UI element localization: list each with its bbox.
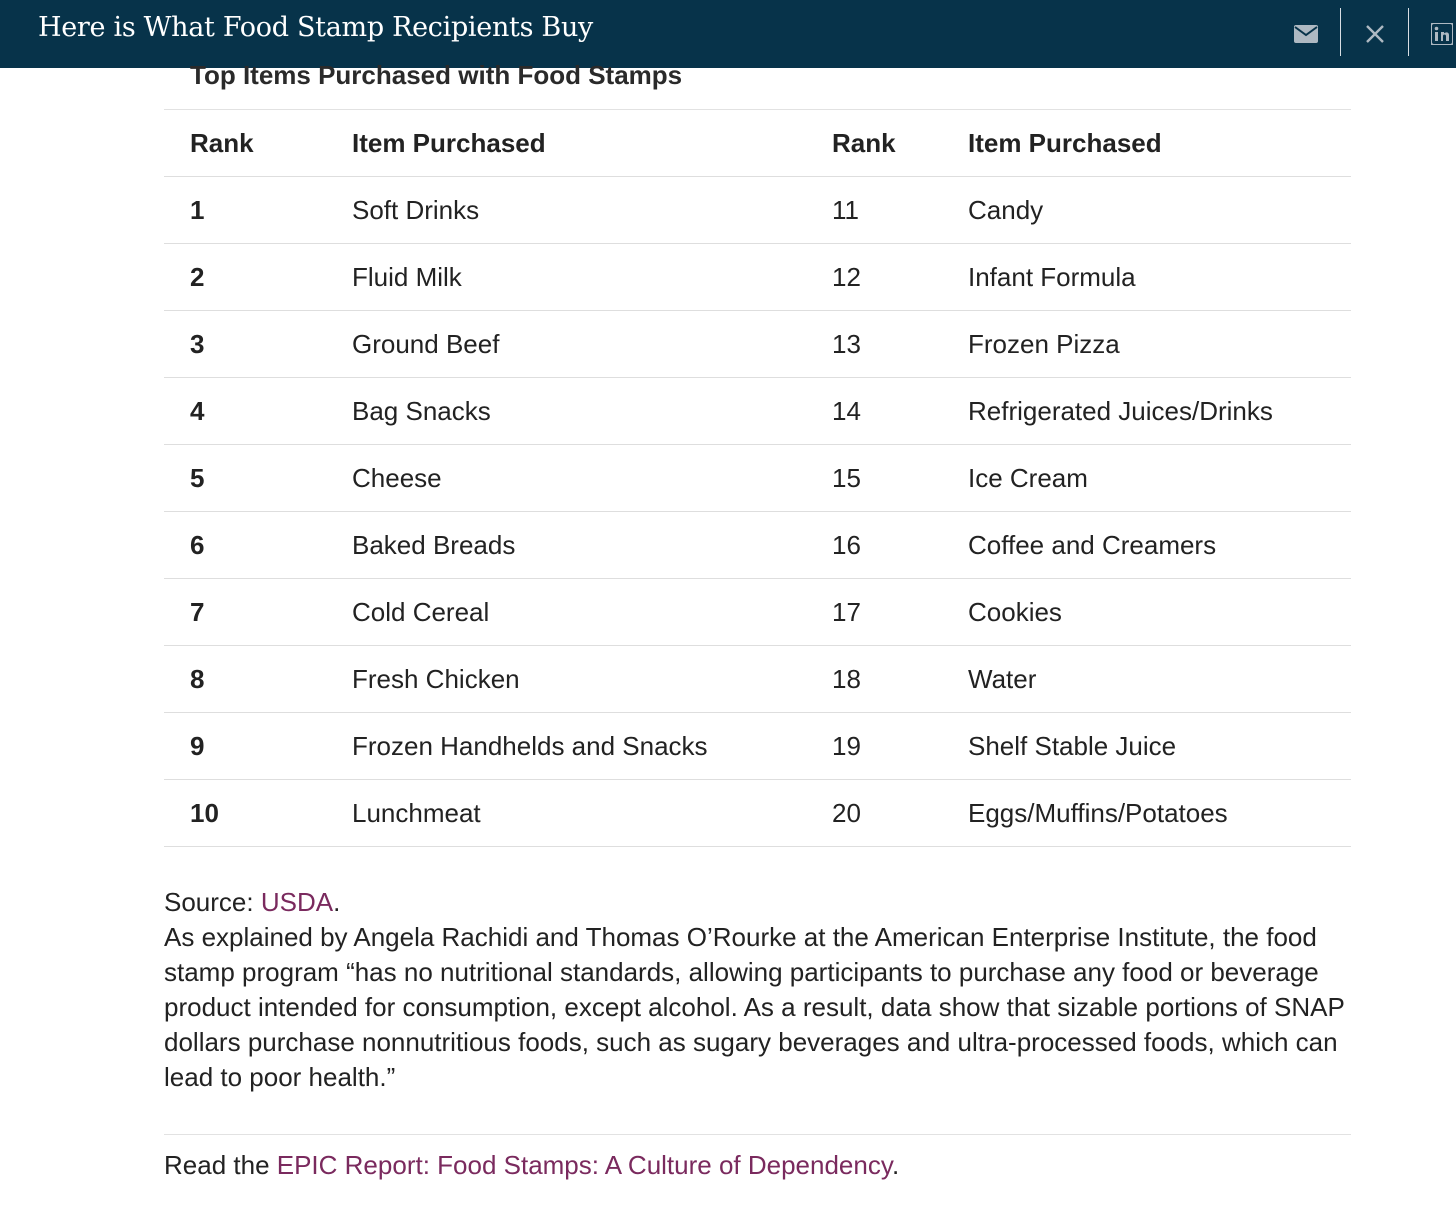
rank-cell: 8 [164,646,352,713]
rank-cell: 15 [832,445,968,512]
item-cell: Frozen Handhelds and Snacks [352,713,832,780]
item-cell: Water [968,646,1351,713]
top-bar [0,0,1456,68]
rank-cell: 7 [164,579,352,646]
rank-cell: 3 [164,311,352,378]
table-row [164,244,1351,311]
table-row [164,378,1351,445]
read-more-suffix: . [891,1150,900,1180]
usda-link[interactable]: USDA [260,887,334,917]
rank-cell: 18 [832,646,968,713]
mail-icon [1294,25,1318,43]
purchases-table [164,110,1351,847]
item-cell: Refrigerated Juices/Drinks [968,378,1351,445]
item-cell: Ice Cream [968,445,1351,512]
table-header-row [164,110,1351,177]
table-row [164,512,1351,579]
item-cell: Cheese [352,445,832,512]
item-cell: Frozen Pizza [968,311,1351,378]
table-row [164,177,1351,244]
rank-cell: 17 [832,579,968,646]
rank-cell: 10 [164,780,352,847]
rank-cell: 12 [832,244,968,311]
rank-cell: 6 [164,512,352,579]
rank-cell: 9 [164,713,352,780]
share-divider [1408,8,1409,56]
rank-cell: 5 [164,445,352,512]
rank-cell: 13 [832,311,968,378]
table-row [164,646,1351,713]
item-cell: Shelf Stable Juice [968,713,1351,780]
linkedin-icon [1431,23,1453,45]
item-cell: Eggs/Muffins/Potatoes [968,780,1351,847]
source-suffix: . [333,887,341,917]
item-cell: Cold Cereal [352,579,832,646]
epic-report-link[interactable]: EPIC Report: Food Stamps: A Culture of Dependency [276,1150,892,1180]
rank-cell: 11 [832,177,968,244]
item-cell: Candy [968,177,1351,244]
item-cell: Lunchmeat [352,780,832,847]
item-cell: Fresh Chicken [352,646,832,713]
share-divider [1340,8,1341,56]
item-cell: Bag Snacks [352,378,832,445]
rank-cell: 16 [832,512,968,579]
linkedin-share-button[interactable] [1428,0,1456,68]
table-row [164,579,1351,646]
item-cell: Soft Drinks [352,177,832,244]
header-item: Item Purchased [968,110,1351,177]
table-caption: Top Items Purchased with Food Stamps [190,60,683,90]
item-cell: Infant Formula [968,244,1351,311]
header-rank: Rank [832,110,968,177]
item-cell: Ground Beef [352,311,832,378]
mail-share-button[interactable] [1286,0,1326,68]
rank-cell: 20 [832,780,968,847]
table-row [164,780,1351,847]
rank-cell: 4 [164,378,352,445]
source-line [164,885,340,920]
header-rank: Rank [164,110,352,177]
table-row [164,445,1351,512]
read-more-prefix: Read the [164,1150,277,1180]
page-title: Here is What Food Stamp Recipients Buy [38,12,594,43]
table-row [164,713,1351,780]
section-divider [164,1134,1351,1135]
rank-cell: 1 [164,177,352,244]
table-row [164,311,1351,378]
item-cell: Baked Breads [352,512,832,579]
rank-cell: 19 [832,713,968,780]
x-icon [1365,24,1385,44]
source-prefix: Source: [164,887,261,917]
rank-cell: 2 [164,244,352,311]
rank-cell: 14 [832,378,968,445]
read-more-line [164,1148,899,1183]
item-cell: Coffee and Creamers [968,512,1351,579]
item-cell: Fluid Milk [352,244,832,311]
x-share-button[interactable] [1356,0,1394,68]
header-item: Item Purchased [352,110,832,177]
explanation-paragraph: As explained by Angela Rachidi and Thomas O’Rourke at the American Enterprise Institute, the food stamp program “has no nutritional standards, allowing participants to purchase any food or beverage product intended for consumption, except alcohol. As a result, data show that sizable portions of SNAP dollars purchase nonnutritious foods, such as sugary beverages and ultra-processed foods, which can lead to poor health.” [164,922,1345,1092]
item-cell: Cookies [968,579,1351,646]
